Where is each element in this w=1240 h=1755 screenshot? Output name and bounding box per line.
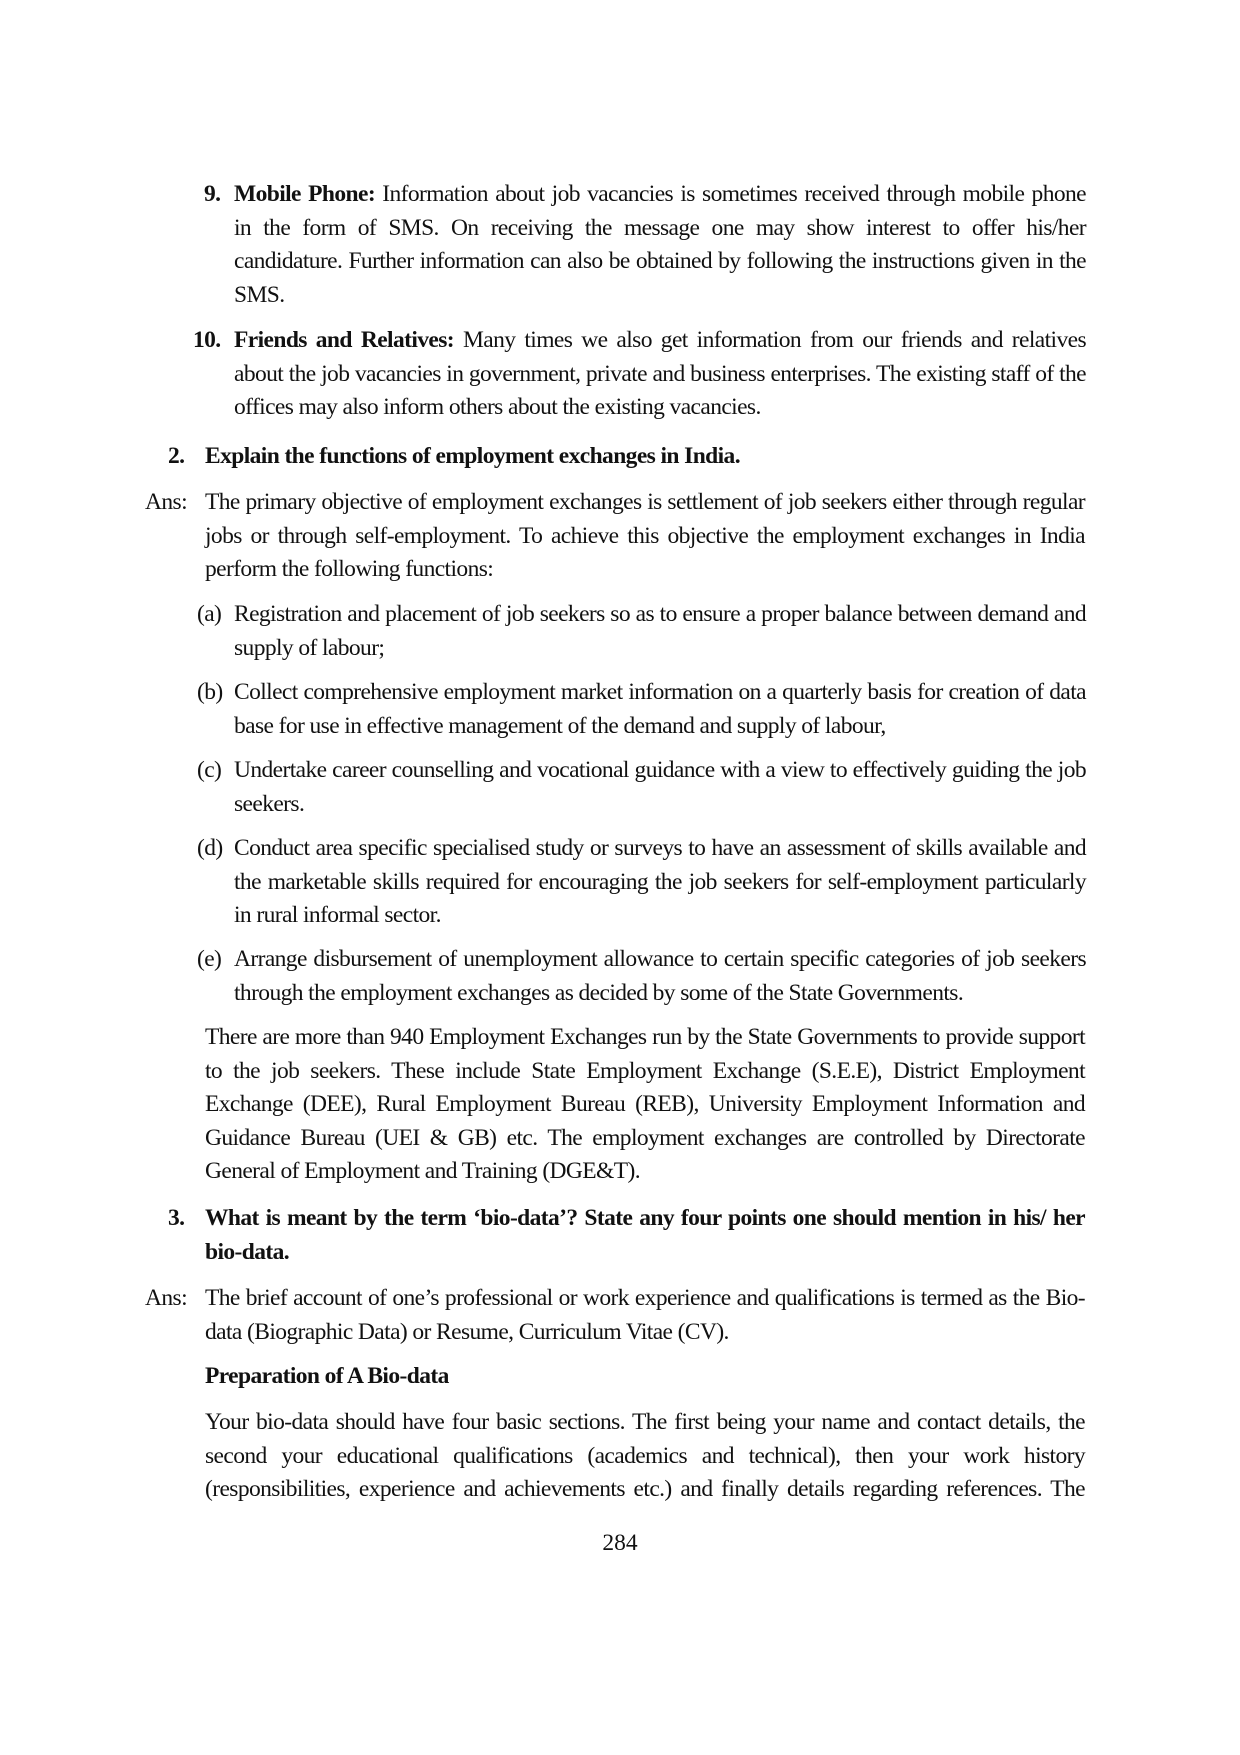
question-3: What is meant by the term ‘bio-data’? State any four points one should mention in his/ her bio-data. [205,1205,1085,1265]
function-label: (d) [197,835,223,861]
answer-2-intro: The primary objective of employment exchanges is settlement of job seekers either through regular jobs or through self-employment. To achieve this objective the employment exchanges in India perform the following functions: [205,489,1085,582]
answer-2-closing: There are more than 940 Employment Exchanges run by the State Governments to provide support to the job seekers. These include State Employment Exchange (S.E.E), District Employment Exchange (DEE), Rural Employment Bureau (REB), University Employment Information and Guidance Bureau (UEI & GB) etc. The employment exchanges are controlled by Directorate General of Employment and Training (DGE&T). [205,1024,1085,1184]
function-item: Arrange disbursement of unemployment allowance to certain specific categories of job seekers through the employment exchanges as decided by some of the State Governments. [234,946,1086,1006]
answer-label: Ans: [145,489,187,515]
preparation-paragraph: Your bio-data should have four basic sections. The first being your name and contact details, the second your educational qualifications (academics and technical), then your work history (responsibilities, experience and achievements etc.) and finally details regarding references. The [205,1409,1085,1502]
page-number: 284 [602,1530,638,1556]
item-number: 9. [204,181,221,207]
function-item: Conduct area specific specialised study or surveys to have an assessment of skills available and the marketable skills required for encouraging the job seekers for self-employment particularly in rural informal sector. [234,835,1086,928]
function-label: (a) [197,601,222,627]
item-term: Friends and Relatives: [234,327,455,353]
function-item: Collect comprehensive employment market information on a quarterly basis for creation of data base for use in effective management of the demand and supply of labour, [234,679,1086,739]
function-item: Undertake career counselling and vocational guidance with a view to effectively guiding the job seekers. [234,757,1086,817]
question-number: 2. [168,443,185,469]
function-item: Registration and placement of job seekers so as to ensure a proper balance between demand and supply of labour; [234,601,1086,661]
answer-3: The brief account of one’s professional or work experience and qualifications is termed as the Bio-data (Biographic Data) or Resume, Curriculum Vitae (CV). [205,1285,1085,1345]
item-number: 10. [193,327,221,353]
function-label: (e) [197,946,222,972]
function-label: (c) [197,757,222,783]
item-text: Information about job vacancies is sometimes received through mobile phone in the form of SMS. On receiving the message one may show interest to offer his/her candidature. Further information can also be obtained by following the instructions given in the SMS. [234,181,1086,308]
item-mobile-phone [234,178,1086,312]
function-label: (b) [197,679,223,705]
subheading-bio-data: Preparation of A Bio-data [205,1363,449,1389]
item-text: Many times we also get information from our friends and relatives about the job vacancies in government, private and business enterprises. The existing staff of the offices may also inform others about the existing vacancies. [234,327,1086,420]
answer-label: Ans: [145,1285,187,1311]
item-term: Mobile Phone: [234,181,376,207]
question-number: 3. [168,1205,185,1231]
item-friends-relatives [234,324,1086,425]
question-2: Explain the functions of employment exchanges in India. [205,443,740,469]
